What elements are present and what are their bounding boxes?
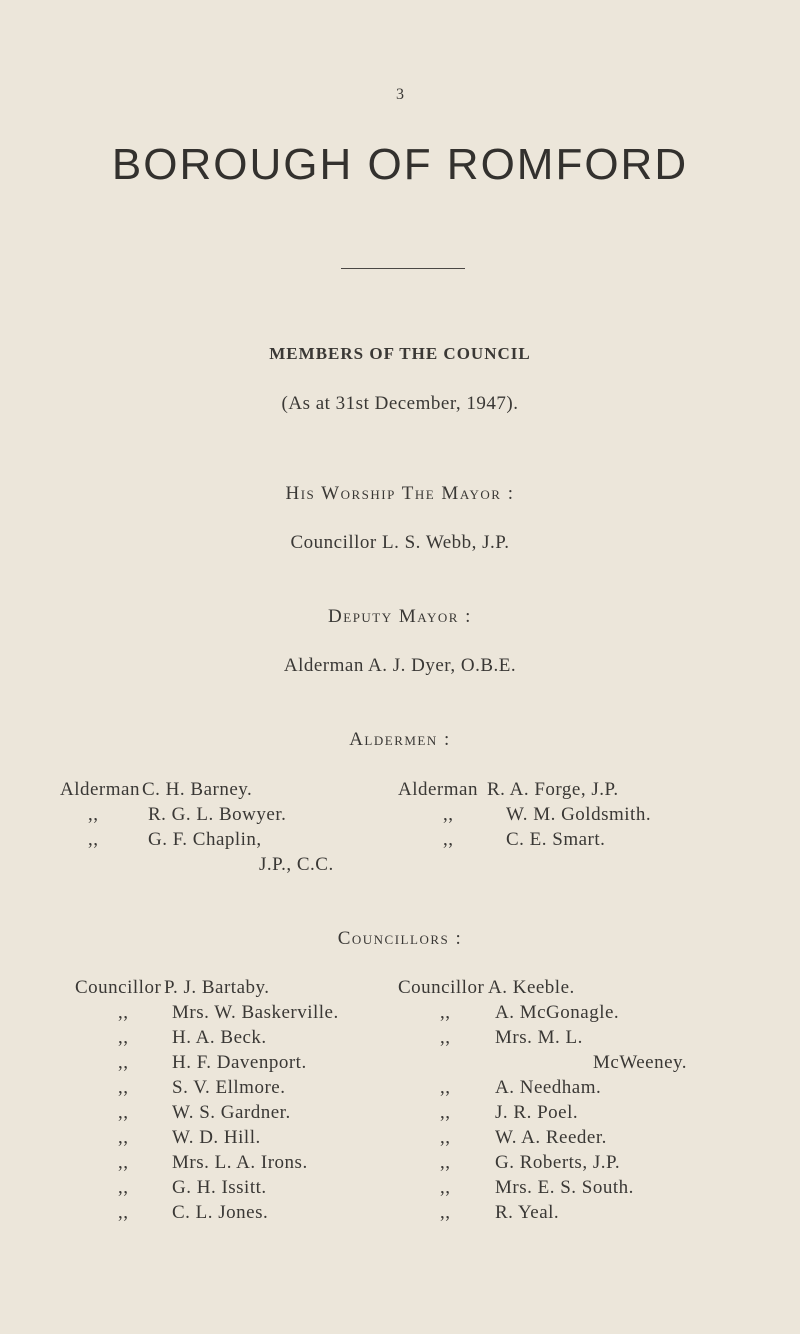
list-item — [398, 1177, 778, 1202]
ditto-mark: ,, — [440, 1177, 451, 1198]
title-prefix: Councillor — [75, 977, 162, 998]
member-name: J.P., C.C. — [259, 854, 334, 875]
ditto-mark: ,, — [118, 1152, 129, 1173]
section-heading: MEMBERS OF THE COUNCIL — [269, 344, 531, 363]
list-item — [60, 804, 390, 829]
member-name: J. R. Poel. — [495, 1102, 579, 1123]
ditto-mark: ,, — [440, 1077, 451, 1098]
member-name: W. A. Reeder. — [495, 1127, 607, 1148]
list-item — [398, 1202, 778, 1227]
member-name: C. E. Smart. — [506, 829, 606, 850]
list-item — [75, 1177, 395, 1202]
member-name: R. Yeal. — [495, 1202, 560, 1223]
mayor-name: Councillor L. S. Webb, J.P. — [290, 532, 510, 553]
deputy-mayor-name: Alderman A. J. Dyer, O.B.E. — [283, 655, 517, 676]
ditto-mark: ,, — [443, 829, 454, 850]
member-name: Mrs. E. S. South. — [495, 1177, 634, 1198]
ditto-mark: ,, — [440, 1152, 451, 1173]
councillors-left-list — [75, 977, 395, 1227]
list-item — [398, 779, 718, 804]
member-name: G. F. Chaplin, — [148, 829, 262, 850]
ditto-mark: ,, — [443, 804, 454, 825]
ditto-mark: ,, — [118, 1177, 129, 1198]
ditto-mark: ,, — [118, 1127, 129, 1148]
mayor-heading: His Worship The Mayor : — [285, 483, 515, 504]
list-item — [60, 854, 390, 879]
title-prefix: Alderman — [398, 779, 478, 800]
list-item — [75, 1077, 395, 1102]
member-name: S. V. Ellmore. — [172, 1077, 286, 1098]
member-name: H. F. Davenport. — [172, 1052, 307, 1073]
page-title: BOROUGH OF ROMFORD — [111, 140, 689, 189]
ditto-mark: ,, — [118, 1202, 129, 1223]
member-name: W. S. Gardner. — [172, 1102, 291, 1123]
member-name: W. M. Goldsmith. — [506, 804, 652, 825]
member-name: A. Needham. — [495, 1077, 602, 1098]
councillors-heading: Councillors : — [337, 928, 463, 949]
ditto-mark: ,, — [440, 1002, 451, 1023]
ditto-mark: ,, — [118, 1002, 129, 1023]
list-item — [398, 1102, 778, 1127]
member-name: R. A. Forge, J.P. — [487, 779, 619, 800]
list-item — [398, 1077, 778, 1102]
member-name: A. McGonagle. — [495, 1002, 620, 1023]
list-item — [398, 1052, 778, 1077]
list-item — [398, 829, 718, 854]
title-divider — [341, 268, 465, 269]
ditto-mark: ,, — [118, 1102, 129, 1123]
member-name: Mrs. M. L. — [495, 1027, 583, 1048]
aldermen-left-list — [60, 779, 390, 879]
title-prefix: Councillor — [398, 977, 485, 998]
list-item — [398, 1002, 778, 1027]
ditto-mark: ,, — [118, 1052, 129, 1073]
ditto-mark: ,, — [88, 829, 99, 850]
ditto-mark: ,, — [118, 1027, 129, 1048]
list-item — [398, 977, 778, 1002]
list-item — [75, 1152, 395, 1177]
list-item — [75, 1127, 395, 1152]
list-item — [75, 1202, 395, 1227]
ditto-mark: ,, — [118, 1077, 129, 1098]
as-at-date: (As at 31st December, 1947). — [281, 393, 519, 414]
member-name: McWeeney. — [593, 1052, 688, 1073]
list-item — [60, 779, 390, 804]
member-name: C. L. Jones. — [172, 1202, 269, 1223]
member-name: P. J. Bartaby. — [164, 977, 270, 998]
list-item — [398, 804, 718, 829]
member-name: R. G. L. Bowyer. — [148, 804, 287, 825]
member-name: W. D. Hill. — [172, 1127, 261, 1148]
aldermen-heading: Aldermen : — [349, 729, 451, 750]
list-item — [398, 1027, 778, 1052]
list-item — [75, 1002, 395, 1027]
ditto-mark: ,, — [88, 804, 99, 825]
member-name: A. Keeble. — [488, 977, 575, 998]
member-name: G. H. Issitt. — [172, 1177, 267, 1198]
member-name: C. H. Barney. — [142, 779, 253, 800]
list-item — [75, 977, 395, 1002]
ditto-mark: ,, — [440, 1127, 451, 1148]
member-name: Mrs. L. A. Irons. — [172, 1152, 308, 1173]
title-prefix: Alderman — [60, 779, 140, 800]
member-name: Mrs. W. Baskerville. — [172, 1002, 339, 1023]
ditto-mark: ,, — [440, 1027, 451, 1048]
deputy-mayor-heading: Deputy Mayor : — [328, 606, 472, 627]
list-item — [398, 1152, 778, 1177]
list-item — [75, 1052, 395, 1077]
ditto-mark: ,, — [440, 1102, 451, 1123]
list-item — [75, 1102, 395, 1127]
member-name: G. Roberts, J.P. — [495, 1152, 621, 1173]
councillors-right-list — [398, 977, 778, 1227]
list-item — [75, 1027, 395, 1052]
ditto-mark: ,, — [440, 1202, 451, 1223]
page-number: 3 — [396, 86, 404, 103]
member-name: H. A. Beck. — [172, 1027, 267, 1048]
list-item — [398, 1127, 778, 1152]
aldermen-right-list — [398, 779, 718, 854]
list-item — [60, 829, 390, 854]
